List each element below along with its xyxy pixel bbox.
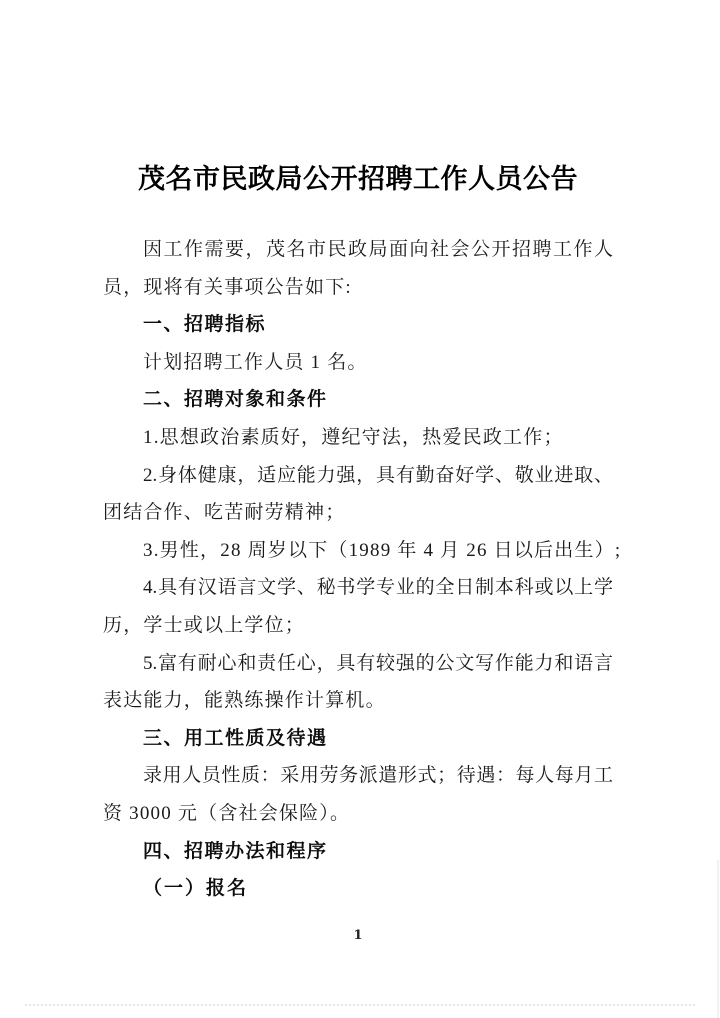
document-line: 5.富有耐心和责任心，具有较强的公文写作能力和语言: [143, 652, 613, 674]
document-line: 4.具有汉语言文学、秘书学专业的全日制本科或以上学: [143, 577, 613, 599]
document-line: 录用人员性质：采用劳务派遣形式；待遇：每人每月工: [143, 765, 613, 787]
document-line: 表达能力，能熟练操作计算机。: [103, 690, 386, 712]
section-heading: 二、招聘对象和条件: [143, 389, 328, 411]
document-line: 2.身体健康，适应能力强，具有勤奋好学、敬业进取、: [143, 464, 613, 486]
document-line: 3.男性，28 周岁以下（1989 年 4 月 26 日以后出生）;: [143, 539, 622, 561]
document-title: 茂名市民政局公开招聘工作人员公告: [138, 164, 578, 194]
scan-artifact-right-edge: [717, 860, 719, 1018]
document-line: 因工作需要，茂名市民政局面向社会公开招聘工作人: [143, 239, 613, 260]
document-line: 历，学士或以上学位；: [103, 614, 306, 636]
document-line: 资 3000 元（含社会保险）。: [103, 802, 351, 824]
section-heading: 三、用工性质及待遇: [143, 727, 328, 749]
section-heading: 四、招聘办法和程序: [143, 840, 328, 862]
document-body: [103, 231, 622, 908]
document-line: 员，现将有关事项公告如下:: [103, 276, 352, 298]
page-number: 1: [353, 928, 363, 943]
document-line: 团结合作、吃苦耐劳精神；: [103, 502, 346, 524]
document-line: 1.思想政治素质好，遵纪守法，热爱民政工作；: [143, 426, 564, 448]
document-line: 计划招聘工作人员 1 名。: [143, 351, 368, 373]
scan-artifact-bottom-edge: [25, 1004, 695, 1006]
subsection-heading: （一）报名: [143, 878, 249, 900]
section-heading: 一、招聘指标: [143, 314, 267, 336]
